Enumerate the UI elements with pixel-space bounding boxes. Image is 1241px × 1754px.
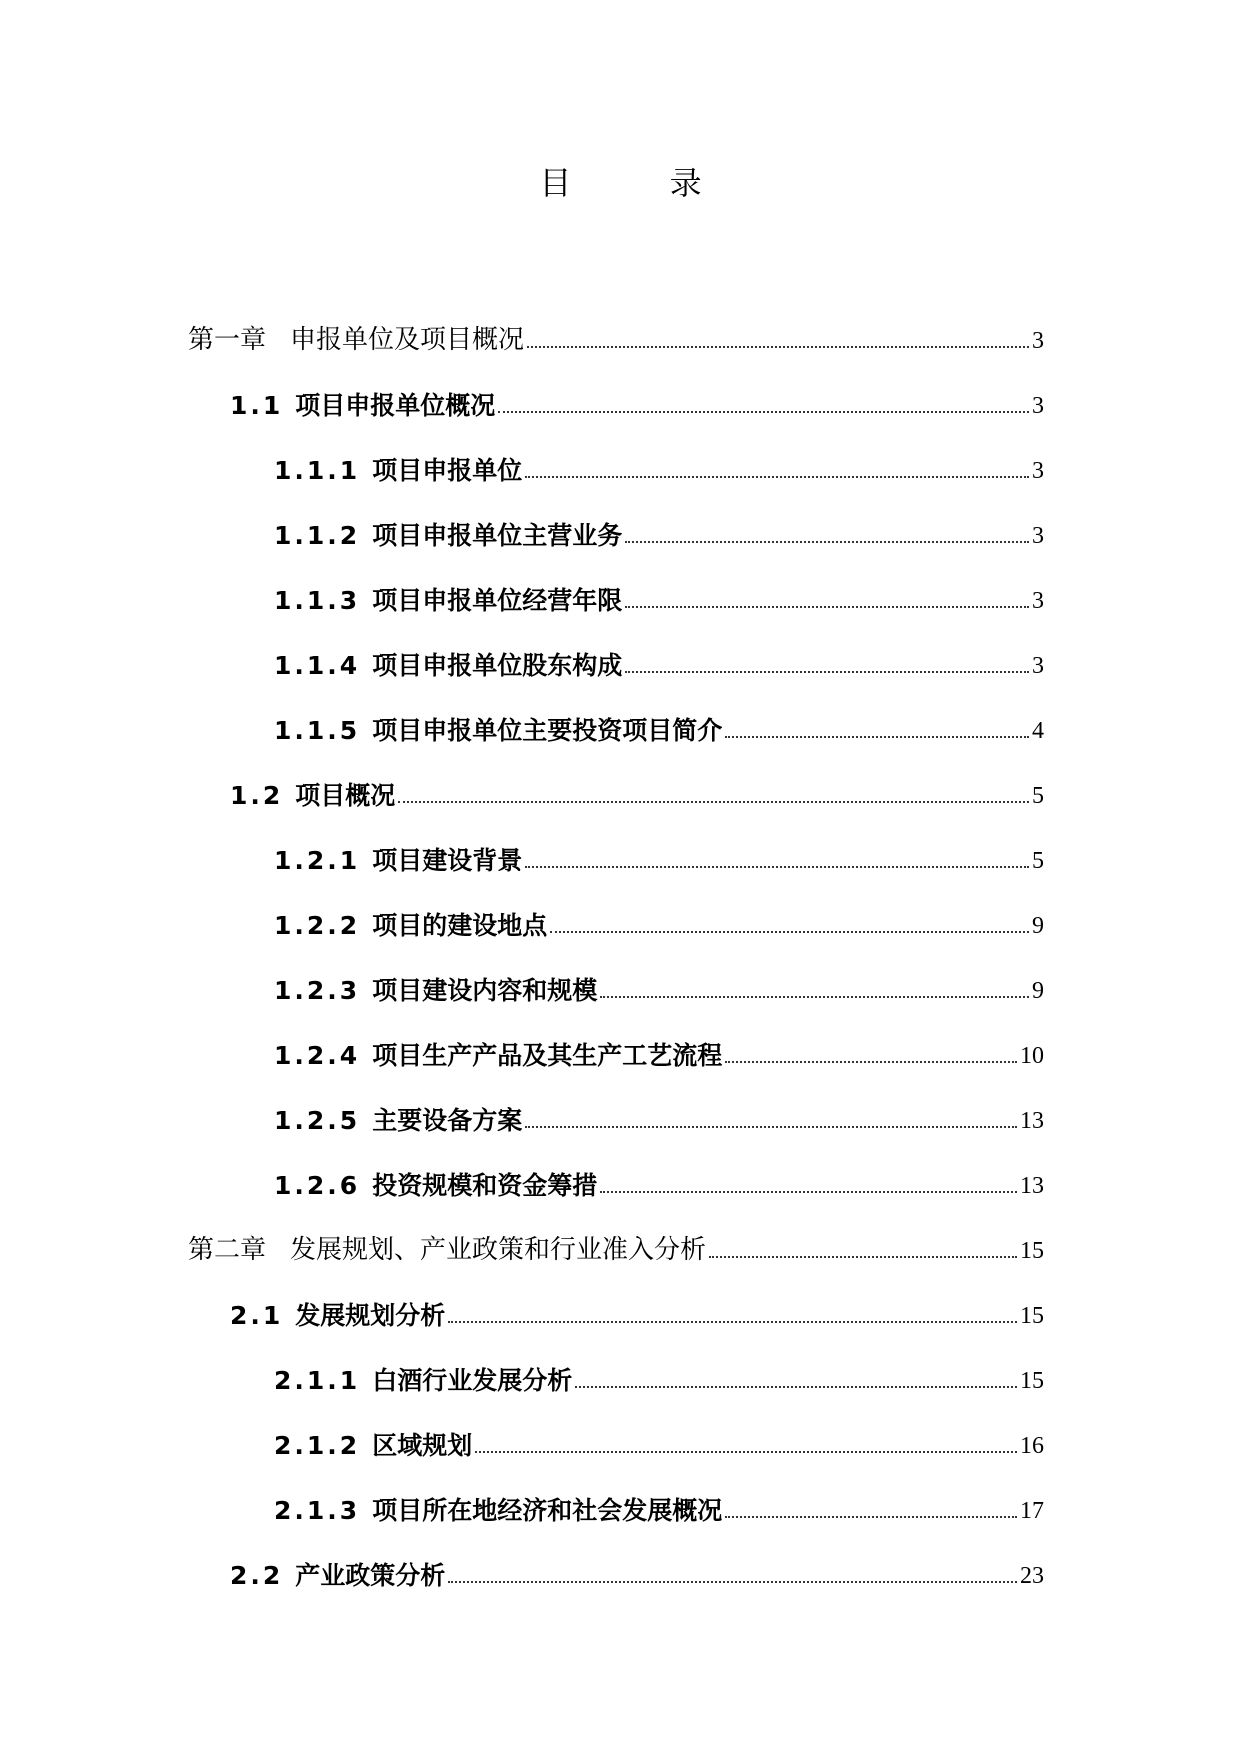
dot-leader [625, 606, 1029, 608]
dot-leader [600, 1191, 1017, 1193]
toc-entry-text: 区域规划 [372, 1431, 473, 1460]
toc-entry[interactable] [188, 483, 1044, 548]
toc-entry[interactable] [188, 548, 1044, 613]
toc-title: 目 录 [539, 164, 746, 202]
dot-leader [527, 346, 1029, 348]
toc-entry-label [230, 783, 395, 808]
dot-leader [448, 1321, 1017, 1323]
toc-entry-number: 2.1 [230, 1301, 284, 1330]
toc-entry-label [274, 588, 622, 613]
toc-entry-page-number: 3 [1032, 458, 1044, 484]
toc-entry-number: 1.2.4 [274, 1041, 361, 1070]
toc-entry[interactable] [188, 1068, 1044, 1133]
toc-entry-label [274, 1108, 522, 1133]
toc-entry-page-number: 16 [1020, 1433, 1044, 1459]
toc-entry-text: 项目申报单位概况 [295, 391, 496, 420]
toc-entry-text: 项目的建设地点 [372, 911, 548, 940]
toc-entry[interactable] [188, 808, 1044, 873]
toc-entry[interactable] [188, 1328, 1044, 1393]
toc-list [188, 288, 1044, 1588]
toc-entry-page-number: 15 [1020, 1238, 1044, 1264]
toc-entry-number: 1.1.5 [274, 716, 361, 745]
toc-entry-page-number: 4 [1032, 718, 1044, 744]
toc-entry-label [274, 1368, 572, 1393]
toc-entry-label [274, 1433, 472, 1458]
toc-entry-page-number: 13 [1020, 1108, 1044, 1134]
toc-entry-number: 1.2 [230, 781, 284, 810]
toc-entry-label [230, 393, 495, 418]
toc-entry[interactable] [188, 1393, 1044, 1458]
toc-entry-text: 项目建设内容和规模 [372, 976, 598, 1005]
toc-entry-label [274, 913, 547, 938]
toc-entry-page-number: 3 [1032, 588, 1044, 614]
dot-leader [525, 866, 1029, 868]
toc-entry-number: 2.2 [230, 1561, 284, 1590]
toc-entry-text: 项目申报单位 [372, 456, 523, 485]
toc-entry[interactable] [188, 1133, 1044, 1198]
toc-entry-text: 项目生产产品及其生产工艺流程 [372, 1041, 723, 1070]
toc-entry-page-number: 3 [1032, 523, 1044, 549]
dot-leader [475, 1451, 1017, 1453]
toc-entry-label [230, 1563, 445, 1588]
dot-leader [600, 996, 1029, 998]
toc-entry-text: 项目所在地经济和社会发展概况 [372, 1496, 723, 1525]
toc-entry-label [274, 653, 622, 678]
toc-entry-text: 项目申报单位股东构成 [372, 651, 623, 680]
toc-entry[interactable] [188, 1523, 1044, 1588]
toc-entry[interactable] [188, 1263, 1044, 1328]
toc-entry-text: 发展规划分析 [295, 1301, 446, 1330]
dot-leader [525, 476, 1029, 478]
toc-entry-page-number: 3 [1032, 393, 1044, 419]
toc-entry-page-number: 13 [1020, 1173, 1044, 1199]
toc-entry-text: 项目概况 [295, 781, 396, 810]
toc-entry-number: 1.1 [230, 391, 284, 420]
toc-entry-label [274, 978, 597, 1003]
toc-entry-page-number: 9 [1032, 978, 1044, 1004]
toc-entry-number: 2.1.1 [274, 1366, 361, 1395]
toc-entry-number: 1.2.3 [274, 976, 361, 1005]
toc-entry-number: 第一章 [188, 325, 267, 355]
dot-leader [625, 671, 1029, 673]
toc-entry[interactable] [188, 418, 1044, 483]
toc-entry-page-number: 23 [1020, 1563, 1044, 1589]
toc-entry-number: 1.1.2 [274, 521, 361, 550]
toc-entry[interactable] [188, 288, 1044, 353]
toc-entry-label [274, 458, 522, 483]
toc-entry-number: 1.1.3 [274, 586, 361, 615]
toc-entry-text: 主要设备方案 [372, 1106, 523, 1135]
dot-leader [398, 801, 1029, 803]
toc-entry-page-number: 5 [1032, 783, 1044, 809]
toc-entry-number: 第二章 [188, 1235, 267, 1265]
dot-leader [725, 1516, 1017, 1518]
dot-leader [525, 1126, 1017, 1128]
toc-entry[interactable] [188, 1198, 1044, 1263]
toc-entry-text: 项目申报单位主要投资项目简介 [372, 716, 723, 745]
toc-entry-page-number: 3 [1032, 328, 1044, 354]
dot-leader [575, 1386, 1017, 1388]
toc-entry-number: 2.1.2 [274, 1431, 361, 1460]
toc-entry-label [274, 523, 622, 548]
toc-entry-page-number: 10 [1020, 1043, 1044, 1069]
toc-entry-label [274, 848, 522, 873]
dot-leader [448, 1581, 1017, 1583]
toc-entry-text: 项目申报单位经营年限 [372, 586, 623, 615]
toc-entry-page-number: 9 [1032, 913, 1044, 939]
toc-entry[interactable] [188, 743, 1044, 808]
toc-entry-label [188, 1237, 706, 1263]
toc-entry-number: 1.1.4 [274, 651, 361, 680]
toc-entry-label [274, 718, 722, 743]
toc-entry-text: 申报单位及项目概况 [290, 325, 525, 355]
toc-entry-text: 发展规划、产业政策和行业准入分析 [290, 1235, 707, 1265]
toc-entry-number: 1.1.1 [274, 456, 361, 485]
dot-leader [725, 736, 1029, 738]
toc-entry-number: 1.2.6 [274, 1171, 361, 1200]
toc-entry-text: 产业政策分析 [295, 1561, 446, 1590]
dot-leader [709, 1256, 1017, 1258]
toc-entry[interactable] [188, 1003, 1044, 1068]
dot-leader [625, 541, 1029, 543]
toc-entry-page-number: 15 [1020, 1368, 1044, 1394]
toc-entry-number: 1.2.1 [274, 846, 361, 875]
toc-entry-page-number: 17 [1020, 1498, 1044, 1524]
toc-entry-label [188, 327, 524, 353]
toc-entry-text: 项目申报单位主营业务 [372, 521, 623, 550]
toc-entry-label [274, 1498, 722, 1523]
toc-entry-page-number: 5 [1032, 848, 1044, 874]
toc-entry-text: 白酒行业发展分析 [372, 1366, 573, 1395]
toc-entry[interactable] [188, 678, 1044, 743]
toc-entry-text: 项目建设背景 [372, 846, 523, 875]
toc-entry-label [274, 1173, 597, 1198]
dot-leader [725, 1061, 1017, 1063]
toc-entry-text: 投资规模和资金筹措 [372, 1171, 598, 1200]
toc-entry-number: 1.2.5 [274, 1106, 361, 1135]
toc-entry-label [274, 1043, 722, 1068]
toc-entry[interactable] [188, 613, 1044, 678]
toc-entry-number: 1.2.2 [274, 911, 361, 940]
toc-entry[interactable] [188, 353, 1044, 418]
dot-leader [550, 931, 1029, 933]
toc-entry[interactable] [188, 938, 1044, 1003]
toc-entry[interactable] [188, 873, 1044, 938]
toc-entry[interactable] [188, 1458, 1044, 1523]
dot-leader [498, 411, 1029, 413]
toc-entry-label [230, 1303, 445, 1328]
toc-entry-page-number: 15 [1020, 1303, 1044, 1329]
toc-entry-number: 2.1.3 [274, 1496, 361, 1525]
toc-entry-page-number: 3 [1032, 653, 1044, 679]
